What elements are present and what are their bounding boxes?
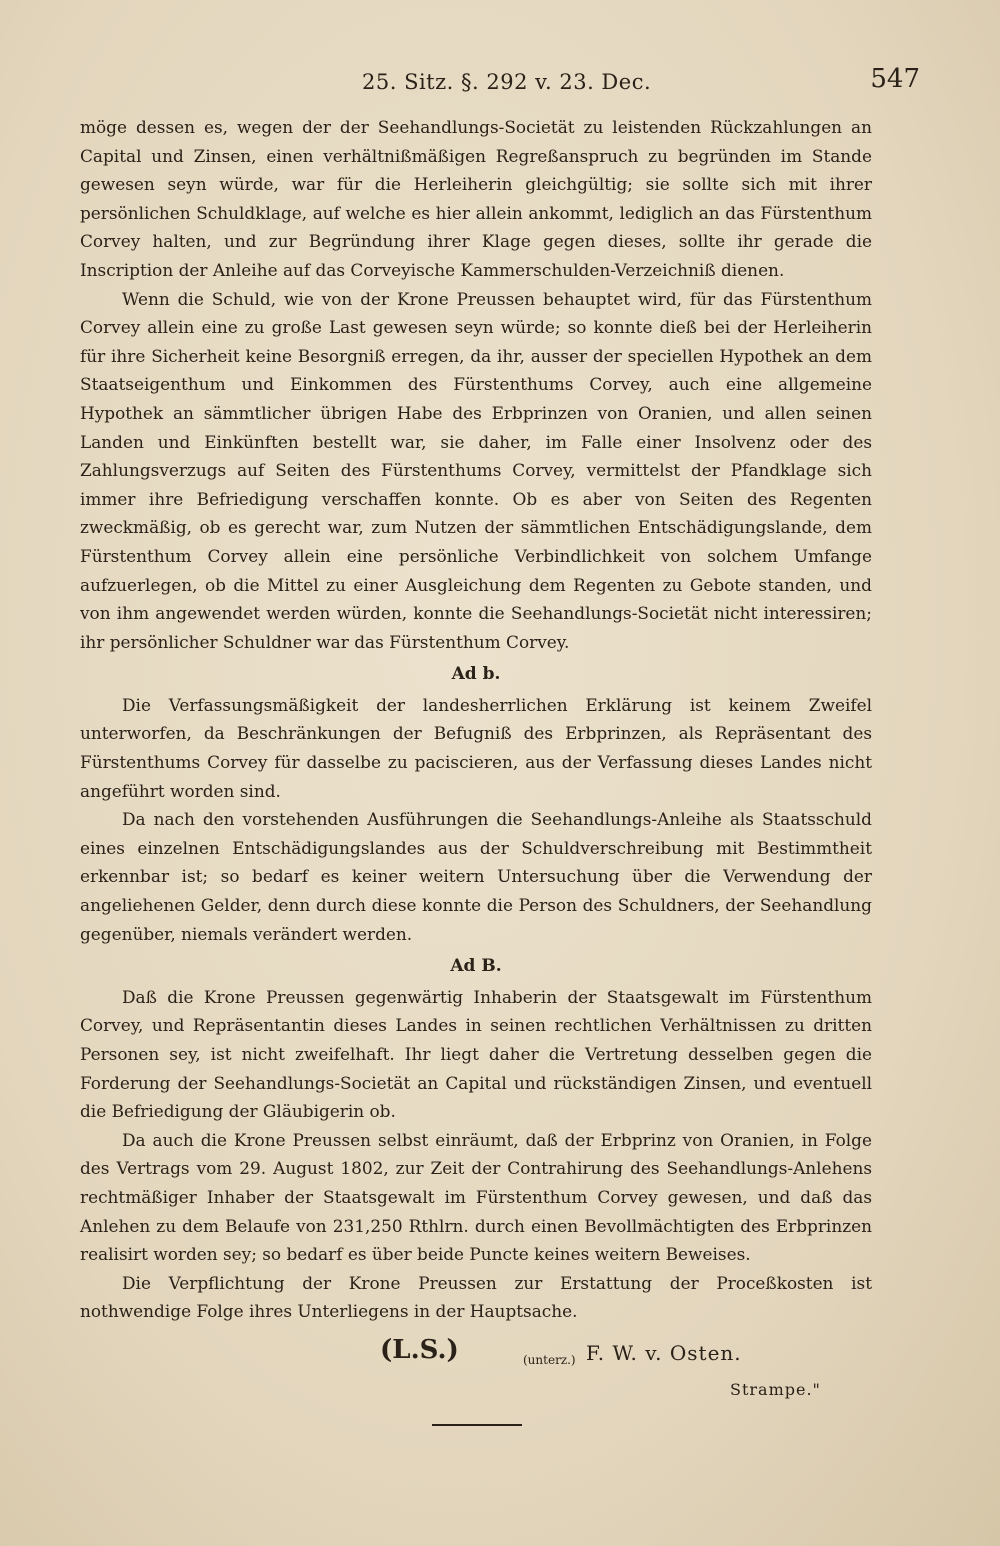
paragraph: Da nach den vorstehenden Ausführungen die Seehandlungs-Anleihe als Staatsschuld eines einzelnen Entschädigungslandes aus der Schuldverschreibung mit Bestimmtheit erkennbar ist; so bedarf es keiner weitern Untersuchung über die Verwendung der angeliehenen Gelder, denn durch diese konnte die Person des Schuldners, der Seehandlung gegenüber, niemals verändert werden.	[80, 809, 872, 944]
signature-block	[80, 1336, 872, 1418]
paragraph: Die Verpflichtung der Krone Preussen zur Erstattung der Proceßkosten ist nothwendige Folge ihres Unterliegens in der Hauptsache.	[80, 1272, 872, 1322]
paragraph: Da auch die Krone Preussen selbst einräumt, daß der Erbprinz von Oranien, in Folge des Vertrags vom 29. August 1802, zur Zeit der Contrahirung des Seehandlungs-Anlehens rechtmäßiger Inhaber der Staatsgewalt im Fürstenthum Corvey gewesen, und daß das Anlehen zu dem Belaufe von 231,250 Rthlrn. durch einen Bevollmächtigten des Erbprinzen realisirt worden sey; so bedarf es über beide Puncte keines weitern Beweises.	[80, 1129, 872, 1265]
section-heading: Ad B.	[450, 956, 502, 977]
section-heading: Ad b.	[451, 664, 501, 685]
signed-note: (unterz.)	[523, 1352, 576, 1367]
page-number: 547	[870, 64, 920, 94]
running-title: 25. Sitz. §. 292 v. 23. Dec.	[362, 70, 652, 94]
clerk-name: Strampe."	[730, 1379, 821, 1399]
paragraph: möge dessen es, wegen der der Seehandlungs-Societät zu leistenden Rückzahlungen an Capital und Zinsen, einen verhältnißmäßigen Regreßanspruch zu begründen im Stande gewesen seyn würde, war für die Herleiherin gleichgültig; sie sollte sich mit ihrer persönlichen Schuldklage, auf welche es hier allein ankommt, lediglich an das Fürstenthum Corvey halten, und zur Begründung ihrer Klage gegen dieses, sollte ihr gerade die Inscription der Anleihe auf das Corveyische Kammerschulden-Verzeichniß dienen.	[80, 117, 872, 280]
paragraph: Daß die Krone Preussen gegenwärtig Inhaberin der Staatsgewalt im Fürstenthum Corvey, und Repräsentantin dieses Landes in seinen rechtlichen Verhältnissen zu dritten Personen sey, ist nicht zweifelhaft. Ihr liegt daher die Vertretung desselben gegen die Forderung der Seehandlungs-Societät an Capital und rückständigen Zinsen, und eventuell die Befriedigung der Gläubigerin ob.	[80, 986, 872, 1122]
document-body	[80, 113, 872, 1426]
signer-name: F. W. v. Osten.	[586, 1340, 742, 1365]
paragraph: Die Verfassungsmäßigkeit der landesherrlichen Erklärung ist keinem Zweifel unterworfen, da Beschränkungen der Befugniß des Erbprinzen, als Repräsentant des Fürstenthums Corvey für dasselbe zu paciscieren, aus der Verfassung dieses Landes nicht angeführt worden sind.	[80, 694, 872, 801]
closing-rule	[432, 1424, 522, 1426]
seal-mark: (L.S.)	[380, 1334, 459, 1365]
page-header	[80, 64, 948, 104]
paragraph: Wenn die Schuld, wie von der Krone Preussen behauptet wird, für das Fürstenthum Corvey allein eine zu große Last gewesen seyn würde; so konnte dieß bei der Herleiherin für ihre Sicherheit keine Besorgniß erregen, da ihr, ausser der speciellen Hypothek an dem Staatseigenthum und Einkommen des Fürstenthums Corvey, auch eine allgemeine Hypothek an sämmtlicher übrigen Habe des Erbprinzen von Oranien, und allen seinen Landen und Einkünften bestellt war, sie daher, im Falle einer Insolvenz oder des Zahlungsverzugs auf Seiten des Fürstenthums Corvey, vermittelst der Pfandklage sich immer ihre Befriedigung verschaffen konnte. Ob es aber von Seiten des Regenten zweckmäßig, ob es gerecht war, zum Nutzen der sämmtlichen Entschädigungslande, dem Fürstenthum Corvey allein eine persönliche Verbindlichkeit von solchem Umfange aufzuerlegen, ob die Mittel zu einer Ausgleichung dem Regenten zu Gebote standen, und von ihm angewendet werden würden, konnte die Seehandlungs-Societät nicht interessiren; ihr persönlicher Schuldner war das Fürstenthum Corvey.	[80, 288, 872, 652]
